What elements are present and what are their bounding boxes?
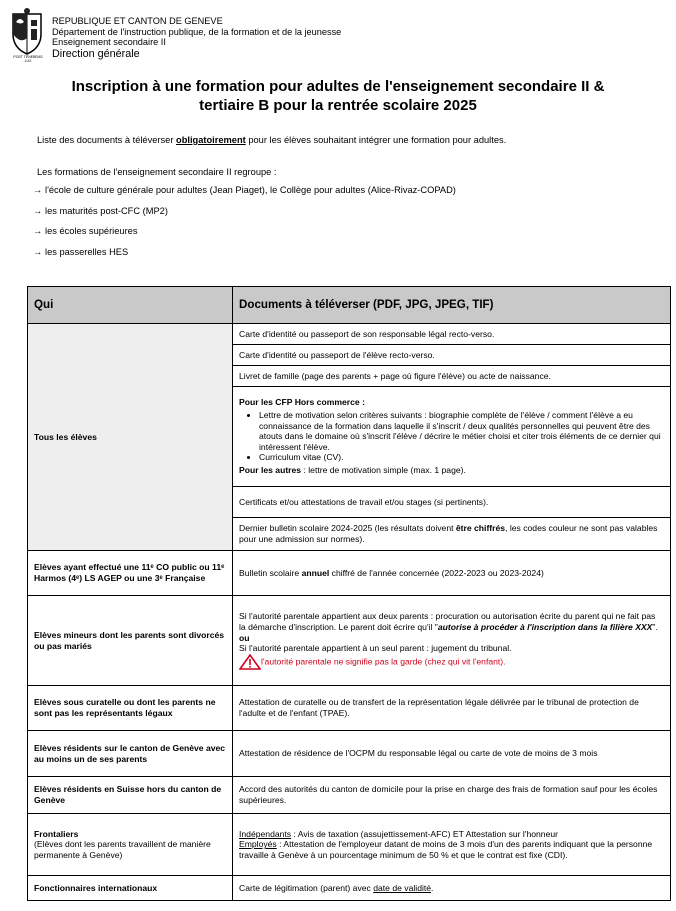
republic-line: REPUBLIQUE ET CANTON DE GENEVE: [52, 16, 223, 26]
table-row: [28, 324, 671, 345]
doc-cell: Accord des autorités du canton de domicile pour la prise en charge des frais de formation sauf pour les écoles supérieures.: [233, 777, 671, 814]
department-line: Département de l'instruction publique, de la formation et de la jeunesse: [52, 26, 342, 37]
title-line-1: Inscription à une formation pour adultes de l'enseignement secondaire II &: [71, 78, 605, 95]
doc-cell: Dernier bulletin scolaire 2024-2025 (les résultats doivent être chiffrés, les codes couleur ne sont pas valables pour une admission sur normes).: [233, 518, 671, 551]
table-row: [28, 876, 671, 901]
arrow-icon: →: [33, 205, 43, 216]
list-item: • Curriculum vitae (CV).: [259, 452, 664, 463]
list-item: → les maturités post-CFC (MP2): [33, 205, 168, 216]
autres-line: Pour les autres : lettre de motivation simple (max. 1 page).: [239, 464, 466, 475]
list-item: • Lettre de motivation selon critères suivants : biographie complète de l'élève / comment l'élève a eu connaissance de la formation dans laquelle il s'inscrit / deux qualités personnelles qui peuvent être des atouts dans le domaine où s'inscrit l'élève / décrire le métier choisi et citer trois éléments de ce dernier qui intéressent l'élève.: [259, 410, 664, 452]
table-row: [28, 686, 671, 731]
list-item: → l'école de culture générale pour adultes (Jean Piaget), le Collège pour adultes (Alice-Rivaz-COPAD): [33, 185, 456, 195]
doc-cell: Carte de légitimation (parent) avec date de validité.: [233, 876, 671, 901]
documents-table: [27, 286, 671, 901]
row-label-frontaliers: Frontaliers (Elèves dont les parents travaillent de manière permanente à Genève): [28, 814, 233, 876]
list-item: → les passerelles HES: [33, 246, 129, 257]
column-header-documents: Documents à téléverser (PDF, JPG, JPEG, TIF): [233, 287, 671, 324]
formations-intro: Les formations de l'enseignement secondaire II regroupe :: [37, 167, 277, 177]
row-label-curatelle: Elèves sous curatelle ou dont les parents ne sont pas les représentants légaux: [28, 686, 233, 731]
frontaliers-subtitle: (Elèves dont les parents travaillent de manière permanente à Genève): [34, 839, 211, 860]
letterhead: [10, 6, 650, 62]
cfp-list: [239, 410, 664, 463]
authority-single: Si l'autorité parentale appartient à un seul parent : jugement du tribunal.: [239, 643, 512, 654]
doc-cell: Certificats et/ou attestations de travail et/ou stages (si pertinents).: [233, 487, 671, 518]
table-header-row: [28, 287, 671, 324]
direction-line: Direction générale: [52, 47, 140, 60]
doc-cell: Attestation de curatelle ou de transfert de la représentation légale délivrée par le tribunal de protection de l'adulte et de l'enfant (TPAE).: [233, 686, 671, 731]
column-header-qui: Qui: [28, 287, 233, 324]
warning-icon: [239, 654, 261, 670]
arrow-icon: →: [33, 246, 43, 257]
intro-pre: Liste des documents à téléverser: [37, 135, 177, 145]
service-line: Enseignement secondaire II: [52, 37, 166, 48]
doc-cell: Livret de famille (page des parents + page où figure l'élève) ou acte de naissance.: [233, 366, 671, 387]
institution-lines: [52, 16, 341, 60]
arrow-icon: →: [33, 185, 43, 195]
intro-paragraph: [37, 135, 506, 145]
or-separator: ou: [239, 632, 250, 643]
doc-cell: Carte d'identité ou passeport de l'élève recto-verso.: [233, 345, 671, 366]
authority-both: Si l'autorité parentale appartient aux deux parents : procuration ou autorisation écrite du parent qui ne fait pas la démarche d'inscription. Le parent doit écrire qu'il "autorise à procéder à l'inscription dans la filière XXX".: [239, 611, 658, 632]
crest-motto: POST TENEBRAS LUX: [13, 55, 43, 63]
formations-list: [33, 183, 456, 265]
doc-cell-cfp: [233, 387, 671, 487]
doc-cell: [233, 814, 671, 876]
page-title: [20, 77, 656, 115]
table-row: [28, 551, 671, 596]
geneva-crest-icon: [10, 8, 44, 56]
independants-line: Indépendants : Avis de taxation (assujettissement-AFC) ET Attestation sur l'honneur: [239, 828, 558, 839]
intro-emphasis: obligatoirement: [176, 135, 246, 145]
doc-cell: [233, 596, 671, 686]
list-item: → les écoles supérieures: [33, 226, 138, 236]
row-label-suisse: Elèves résidents en Suisse hors du canton de Genève: [28, 777, 233, 814]
title-line-2: tertiaire B pour la rentrée scolaire 2025: [199, 97, 477, 114]
table-row: [28, 596, 671, 686]
row-label-divorce: Elèves mineurs dont les parents sont divorcés ou pas mariés: [28, 596, 233, 686]
warning-line: [239, 654, 664, 670]
table-row: [28, 731, 671, 777]
table-row: [28, 814, 671, 876]
arrow-icon: →: [33, 226, 43, 236]
employes-line: Employés : Attestation de l'employeur datant de moins de 3 mois d'un des parents indiquant que la personne travaille à Genève à un pourcentage minimum de 50 % et que le contrat est fixe (CDI).: [239, 839, 653, 860]
doc-cell: Carte d'identité ou passeport de son responsable légal recto-verso.: [233, 324, 671, 345]
doc-cell: Bulletin scolaire annuel chiffré de l'année concernée (2022-2023 ou 2023-2024): [233, 551, 671, 596]
table-row: [28, 777, 671, 814]
doc-cell: Attestation de résidence de l'OCPM du responsable légal ou carte de vote de moins de 3 mois: [233, 731, 671, 777]
warning-text: l'autorité parentale ne signifie pas la garde (chez qui vit l'enfant).: [261, 655, 506, 666]
cfp-title: Pour les CFP Hors commerce :: [239, 397, 365, 408]
row-label-tous: Tous les élèves: [28, 324, 233, 551]
row-label-co: Elèves ayant effectué une 11ᵉ CO public ou 11ᵉ Harmos (4ᵉ) LS AGEP ou une 3ᵉ Française: [28, 551, 233, 596]
row-label-geneve: Elèves résidents sur le canton de Genève avec au moins un de ses parents: [28, 731, 233, 777]
intro-post: pour les élèves souhaitant intégrer une formation pour adultes.: [245, 135, 507, 145]
row-label-fonctionnaires: Fonctionnaires internationaux: [28, 876, 233, 901]
